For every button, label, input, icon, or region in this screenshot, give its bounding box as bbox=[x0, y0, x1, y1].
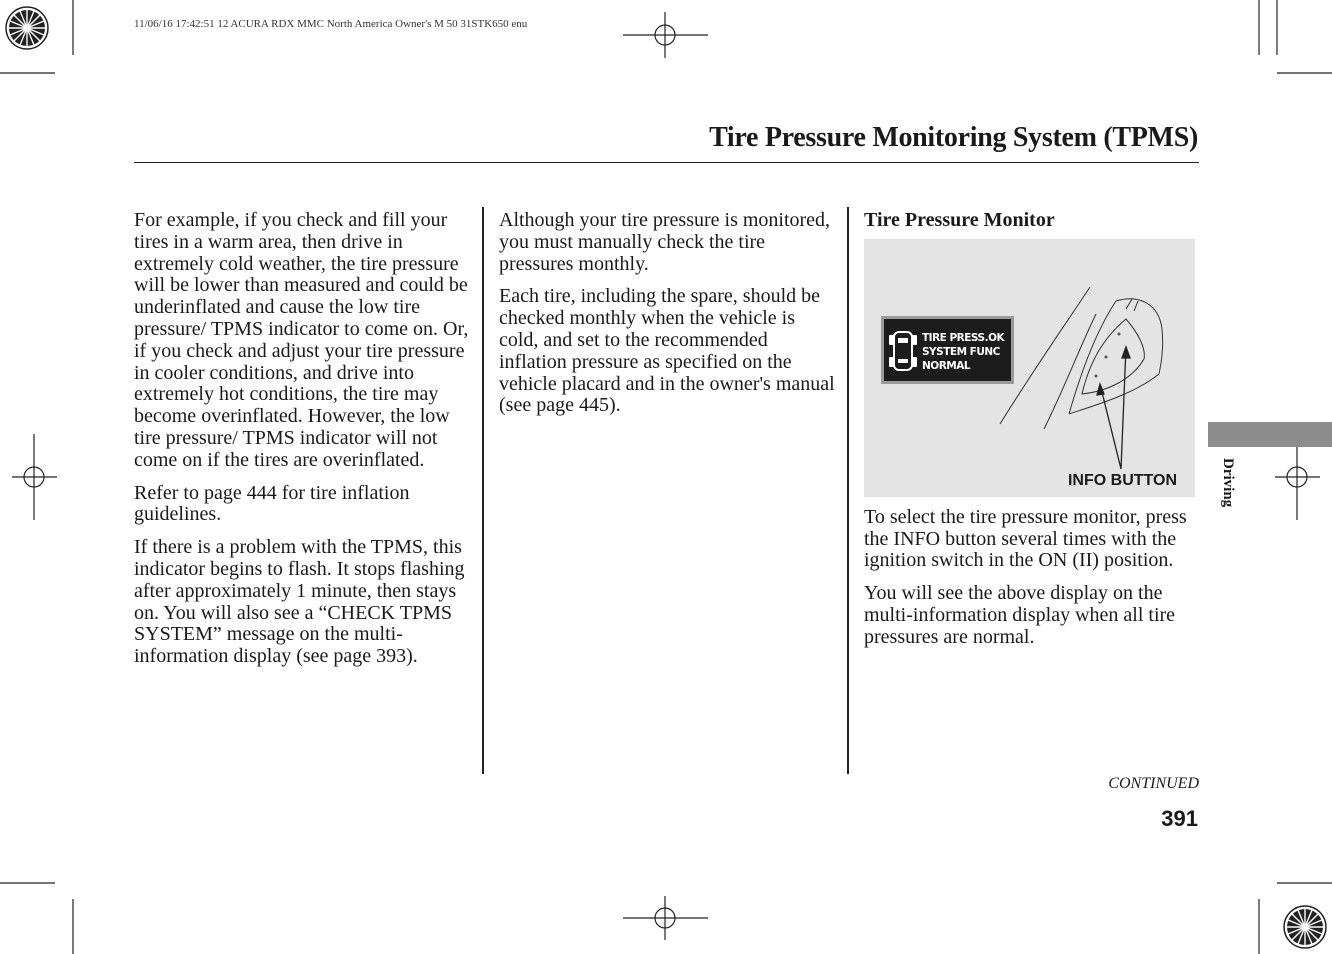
column-divider bbox=[847, 207, 849, 774]
paragraph: If there is a problem with the TPMS, this indicator begins to flash. It stops flashing after approximately 1 minute, then stays on. You will also see a “CHECK TPMS SYSTEM” message on the multi-information display (see page 393). bbox=[134, 536, 465, 668]
paragraph: Each tire, including the spare, should be checked monthly when the vehicle is cold, and set to the recommended inflation pressure as specified on the vehicle placard and in the owner's manual (see page 445). bbox=[499, 285, 835, 417]
multi-information-display bbox=[881, 316, 1014, 384]
tpms-figure bbox=[864, 239, 1195, 497]
car-tires-icon bbox=[888, 326, 918, 376]
section-tab-label: Driving bbox=[1220, 458, 1236, 508]
title-rule bbox=[134, 162, 1199, 163]
column-divider bbox=[482, 207, 484, 774]
display-line: SYSTEM FUNC bbox=[922, 345, 1000, 358]
section-tab bbox=[1208, 422, 1332, 447]
continued-label: CONTINUED bbox=[1108, 775, 1199, 792]
registration-target-icon bbox=[6, 7, 48, 49]
display-text bbox=[922, 331, 1004, 373]
paragraph: Although your tire pressure is monitored, you must manually check the tire pressures monthly. bbox=[499, 209, 831, 275]
figure-heading: Tire Pressure Monitor bbox=[864, 209, 1055, 231]
page-title: Tire Pressure Monitoring System (TPMS) bbox=[709, 122, 1198, 153]
column-right bbox=[864, 210, 1199, 660]
paragraph: To select the tire pressure monitor, press the INFO button several times with the ignition switch in the ON (II) position. bbox=[864, 505, 1187, 572]
info-button-label: INFO BUTTON bbox=[1067, 471, 1177, 489]
display-line: NORMAL bbox=[922, 359, 971, 372]
column-left bbox=[134, 210, 469, 679]
paragraph: For example, if you check and fill your tires in a warm area, then drive in extremely cold weather, the tire pressure will be lower than measured and could be underinflated and cause the low tire pressure/ TPMS indicator to come on. Or, if you check and adjust your tire pressure in cooler conditions, and drive into extremely hot conditions, the tire may become overinflated. However, the low tire pressure/ TPMS indicator will not come on if the tires are overinflated. bbox=[134, 209, 469, 471]
column-middle bbox=[499, 210, 837, 428]
registration-target-icon bbox=[1284, 906, 1326, 948]
print-header: 11/06/16 17:42:51 12 ACURA RDX MMC North America Owner's M 50 31STK650 enu bbox=[134, 18, 528, 30]
display-line: TIRE PRESS.OK bbox=[922, 331, 1005, 344]
paragraph: You will see the above display on the multi-information display when all tire pressures are normal. bbox=[864, 582, 1176, 648]
paragraph: Refer to page 444 for tire inflation guidelines. bbox=[134, 481, 410, 526]
page-number: 391 bbox=[1161, 806, 1198, 831]
